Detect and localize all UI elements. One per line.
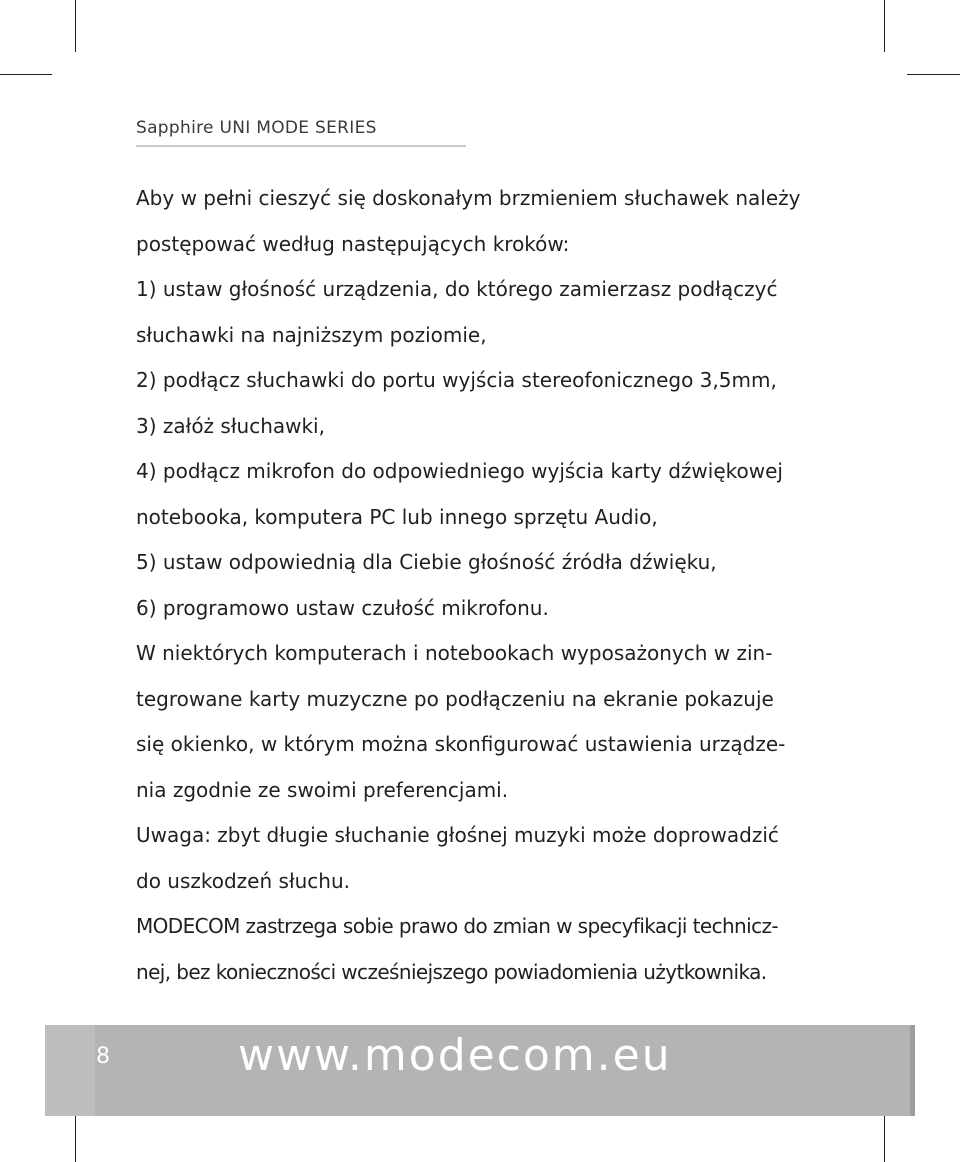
instructions-text xyxy=(136,176,836,995)
header-rule xyxy=(136,145,466,147)
crop-mark-bottom-left xyxy=(75,1110,76,1162)
text-line: tegrowane karty muzyczne po podłączeniu na ekranie pokazuje xyxy=(136,686,774,711)
text-line: nej, bez konieczności wcześniejszego powiadomienia użytkownika. xyxy=(136,959,767,984)
series-title: Sapphire UNI MODE SERIES xyxy=(136,118,377,138)
text-line: notebooka, komputera PC lub innego sprzętu Audio, xyxy=(136,504,658,529)
text-line: nia zgodnie ze swoimi preferencjami. xyxy=(136,777,509,802)
text-line: 5) ustaw odpowiednią dla Ciebie głośność źródła dźwięku, xyxy=(136,550,717,574)
footer-bar-edge xyxy=(45,1025,95,1116)
text-line: postępować według następujących kroków: xyxy=(136,231,570,256)
text-line: 4) podłącz mikrofon do odpowiedniego wyjścia karty dźwiękowej xyxy=(136,459,783,483)
text-line: 6) programowo ustaw czułość mikrofonu. xyxy=(136,595,549,620)
crop-mark-bottom-right xyxy=(884,1110,885,1162)
text-line: Uwaga: zbyt długie słuchanie głośnej muzyki może doprowadzić xyxy=(136,823,779,847)
page-header xyxy=(136,118,466,147)
text-line: Aby w pełni cieszyć się doskonałym brzmieniem słuchawek należy xyxy=(136,186,801,210)
website-url: www.modecom.eu xyxy=(238,1030,672,1081)
crop-mark-top-left xyxy=(75,0,76,52)
text-line: słuchawki na najniższym poziomie, xyxy=(136,322,487,347)
text-line: do uszkodzeń słuchu. xyxy=(136,868,351,893)
text-line: 1) ustaw głośność urządzenia, do którego zamierzasz podłączyć xyxy=(136,277,778,301)
text-line: 3) załóż słuchawki, xyxy=(136,413,325,438)
crop-mark-top-right-h xyxy=(907,74,960,75)
text-line: 2) podłącz słuchawki do portu wyjścia stereofonicznego 3,5mm, xyxy=(136,368,777,392)
text-line: się okienko, w którym można skonfigurować ustawienia urządze- xyxy=(136,732,786,756)
crop-mark-top-right xyxy=(884,0,885,52)
text-line: W niektórych komputerach i notebookach wyposażonych w zin- xyxy=(136,641,773,665)
crop-mark-top-left-h xyxy=(0,74,52,75)
page-number: 8 xyxy=(96,1044,110,1069)
text-line: MODECOM zastrzega sobie prawo do zmian w specyfikacji technicz- xyxy=(136,914,778,938)
